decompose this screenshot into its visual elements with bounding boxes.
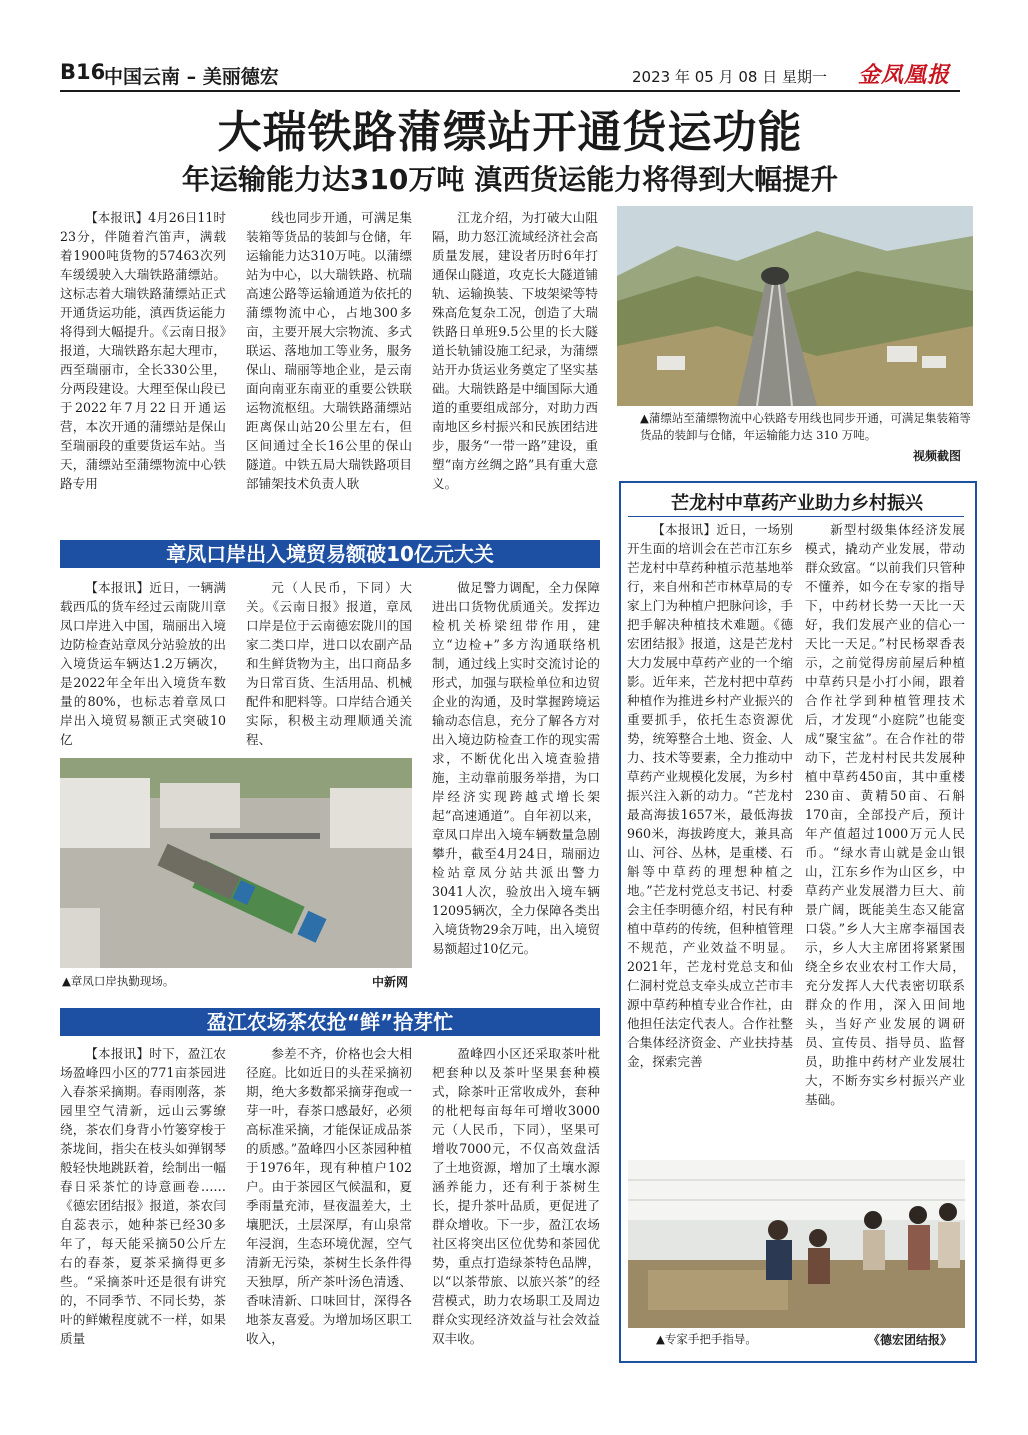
tea-column-2: 参差不齐，价格也会大相径庭。比如近日的头茬采摘初期，绝大多数都采摘芽孢或一芽一叶，春茶口感最好，必须高标准采摘，才能保证成品茶的质感。”盈峰四小区茶园种植于1976年，现有种植户102户。由于茶园区气候温和，夏季雨量充沛，昼夜温差大，土壤肥沃，土层深厚，有山泉常年浸润，生态环境优渥，空气清新无污染，茶树生长条件得天独厚，所产茶叶汤色清透、香味清新、口味回甘，深得各地茶友喜爱。为增加场区职工收入， [246,1046,412,1346]
greenhouse-photo-caption: ▲专家手把手指导。 [656,1332,757,1346]
port-photo-credit: 中新网 [372,975,409,989]
herb-column-2: 新型村级集体经济发展模式，撬动产业发展，带动群众致富。“以前我们只管种不懂养，如今在专家的指导下，中药材长势一天比一天好，我们发展产业的信心一天比一天足。”村民杨翠香表示，之前觉得房前屋后种植中草药只是小打小闹，跟着合作社学到种植管理技术后，才发现“小庭院”也能变成“聚宝盆”。在合作社的带动下，芒龙村村民共发展种植中草药450亩，其中重楼230亩、黄精50亩、石斛170亩，全部投产后，预计年产值超过1000万元人民币。“绿水青山就是金山银山，江东乡作为山区乡，中草药产业发展潜力巨大、前景广阔，既能美生态又能富口袋。”乡人大主席李福国表示，乡人大主席团将紧紧围绕全乡农业农村工作大局，充分发挥人大代表密切联系群众的作用，深入田间地头，当好产业发展的调研员、宣传员、指导员、监督员，助推中药材产业发展壮大，不断夯实乡村振兴产业基础。 [805,522,965,1107]
lead-subheadline: 年运输能力达310万吨 滇西货运能力将得到大幅提升 [181,163,839,196]
zhangfeng-headline: 章凤口岸出入境贸易额破10亿元大关 [60,540,600,568]
port-photo [60,758,412,968]
greenhouse-photo [628,1160,965,1328]
lead-column-1: 【本报讯】4月26日11时23分，伴随着汽笛声，满载着1900吨货物的57463次列车缓缓驶入大瑞铁路蒲缥站。这标志着大瑞铁路蒲缥站正式开通货运功能，滇西货运能力将得到大幅提升。《云南日报》报道，大瑞铁路东起大理市，西至瑞丽市，全长330公里，分两段建设。大理至保山段已于2022年7月22日开通运营，本次开通的蒲缥站是保山至瑞丽段的重要货运车站。当天，蒲缥站至蒲缥物流中心铁路专用 [60,210,226,491]
newspaper-logo: 金凤凰报 [858,62,951,88]
herb-headline: 芒龙村中草药产业助力乡村振兴 [671,493,923,514]
header-rule [60,90,960,92]
tea-headline: 盈江农场茶农抢“鲜”拾芽忙 [60,1008,600,1036]
railway-photo-caption: ▲蒲缥站至蒲缥物流中心铁路专用线也同步开通，可满足集装箱等货品的装卸与仓储，年运输能力达 310 万吨。 [640,411,971,442]
tea-column-1: 【本报讯】时下，盈江农场盈峰四小区的771亩茶园进入春茶采摘期。春雨刚落，茶园里空气清新，远山云雾缭绕，茶农们身背小竹篓穿梭于茶垅间，指尖在枝头如弹钢琴般轻快地跳跃着，绘制出一幅春日采茶忙的诗意画卷……《德宏团结报》报道，茶农闫自蕊表示，她种茶已经30多年了，每天能采摘50公斤左右的春茶，夏茶采摘得更多些。“采摘茶叶还是很有讲究的，不同季节、不同长势，茶叶的鲜嫩程度就不一样，如果质量 [60,1046,226,1346]
herb-column-1: 【本报讯】近日，一场别开生面的培训会在芒市江东乡芒龙村中草药种植示范基地举行，来自州和芒市林草局的专家上门为种植户把脉问诊，手把手解决种植技术难题。《德宏团结报》报道，这是芒龙村大力发展中草药产业的一个缩影。近年来，芒龙村把中草药种植作为推进乡村产业振兴的重要抓手，依托生态资源优势，统筹整合土地、资金、人力、技术等要素，全力推动中草药产业规模化发展，为乡村振兴注入新的动力。“芒龙村最高海拔1657米，最低海拔960米，海拔跨度大，兼具高山、河谷、丛林，是重楼、石斛等中草药的理想种植之地。”芒龙村党总支书记、村委会主任李明德介绍，村民有种植中草药的传统，但种植管理不规范，产业效益不明显。2021年，芒龙村党总支和仙仁洞村党总支牵头成立芒市丰源中草药种植专业合作社，由他担任法定代表人。合作社整合集体经济资金、产业扶持基金，探索完善 [627,522,793,1069]
zhangfeng-column-3: 做足警力调配，全力保障进出口货物优质通关。发挥边检机关桥梁纽带作用，建立“边检+”多方沟通联络机制，通过线上实时交流讨论的形式，加强与联检单位和边贸企业的沟通，及时掌握跨境运输动态信息，充分了解各方对出入境边防检查工作的现实需求，不断优化出入境查验措施，主动靠前服务举措，为口岸经济实现跨越式增长架起“高速通道”。自年初以来，章凤口岸出入境车辆数量急剧攀升，截至4月24日，瑞丽边检站章凤分站共派出警力3041人次，验放出入境车辆12095辆次，全力保障各类出入境货物29余万吨，出入境贸易额超过10亿元。 [432,580,600,956]
lead-column-3: 江龙介绍，为打破大山阻隔，助力怒江流域经济社会高质量发展，建设者历时6年打通保山隧道，攻克长大隧道铺轨、运输换装、下坡架梁等特殊高危复杂工况，创造了大瑞铁路日单班9.5公里的长大隧道长轨铺设施工纪录，为蒲缥站开办货运业务奠定了坚实基础。大瑞铁路是中缅国际大通道的重要组成部分，对助力西南地区乡村振兴和民族团结进步，服务“一带一路”建设，重塑“南方丝绸之路”具有重大意义。 [432,210,598,491]
zhangfeng-column-2: 元（人民币，下同）大关。《云南日报》报道，章凤口岸是位于云南德宏陇川的国家二类口岸，进口以农副产品和生鲜货物为主，出口商品多为日常百货、生活用品、机械配件和肥料等。口岸结合通关实际，积极主动理顺通关流程、 [246,580,412,747]
section-title: 中国云南 – 美丽德宏 [104,66,279,88]
railway-photo-credit: 视频截图 [913,449,962,463]
tea-column-3: 盈峰四小区还采取茶叶枇杷套种以及茶叶坚果套种模式，除茶叶正常收成外，套种的枇杷每亩每年可增收3000元（人民币，下同），坚果可增收7000元，不仅高效盘活了土地资源，增加了土壤水源涵养能力，还有利于茶树生长，提升茶叶品质，更促进了群众增收。下一步，盈江农场社区将突出区位优势和茶园优势，重点打造绿茶特色品牌，以“以茶带旅、以旅兴茶”的经营模式，助力农场职工及周边群众实现经济效益与社会效益双丰收。 [432,1046,600,1346]
railway-photo [617,206,973,406]
zhangfeng-column-1: 【本报讯】近日，一辆满载西瓜的货车经过云南陇川章凤口岸进入中国，瑞丽出入境边防检查站章凤分站验放的出入境货运车辆达1.2万辆次，是2022年全年出入境货车数量的80%，也标志着章凤口岸出入境贸易额正式突破10亿 [60,580,226,747]
greenhouse-photo-credit: 《德宏团结报》 [868,1333,953,1347]
port-photo-caption: ▲章凤口岸执勤现场。 [62,974,175,988]
lead-column-2: 线也同步开通，可满足集装箱等货品的装卸与仓储，年运输能力达310万吨。以蒲缥站为中心，以大瑞铁路、杭瑞高速公路等运输通道为依托的蒲缥物流中心，占地300多亩，主要开展大宗物流、多式联运、落地加工等业务，服务保山、瑞丽等地企业，是云南面向南亚东南亚的重要公铁联运物流枢纽。大瑞铁路蒲缥站距离保山站20公里左右，但区间通过全长16公里的保山隧道。中铁五局大瑞铁路项目部铺架技术负责人耿 [246,210,412,491]
lead-headline: 大瑞铁路蒲缥站开通货运功能 [217,107,803,158]
herb-headline-rule [628,516,964,517]
page-number: B16 [60,60,106,84]
issue-date: 2023 年 05 月 08 日 星期一 [632,68,827,86]
